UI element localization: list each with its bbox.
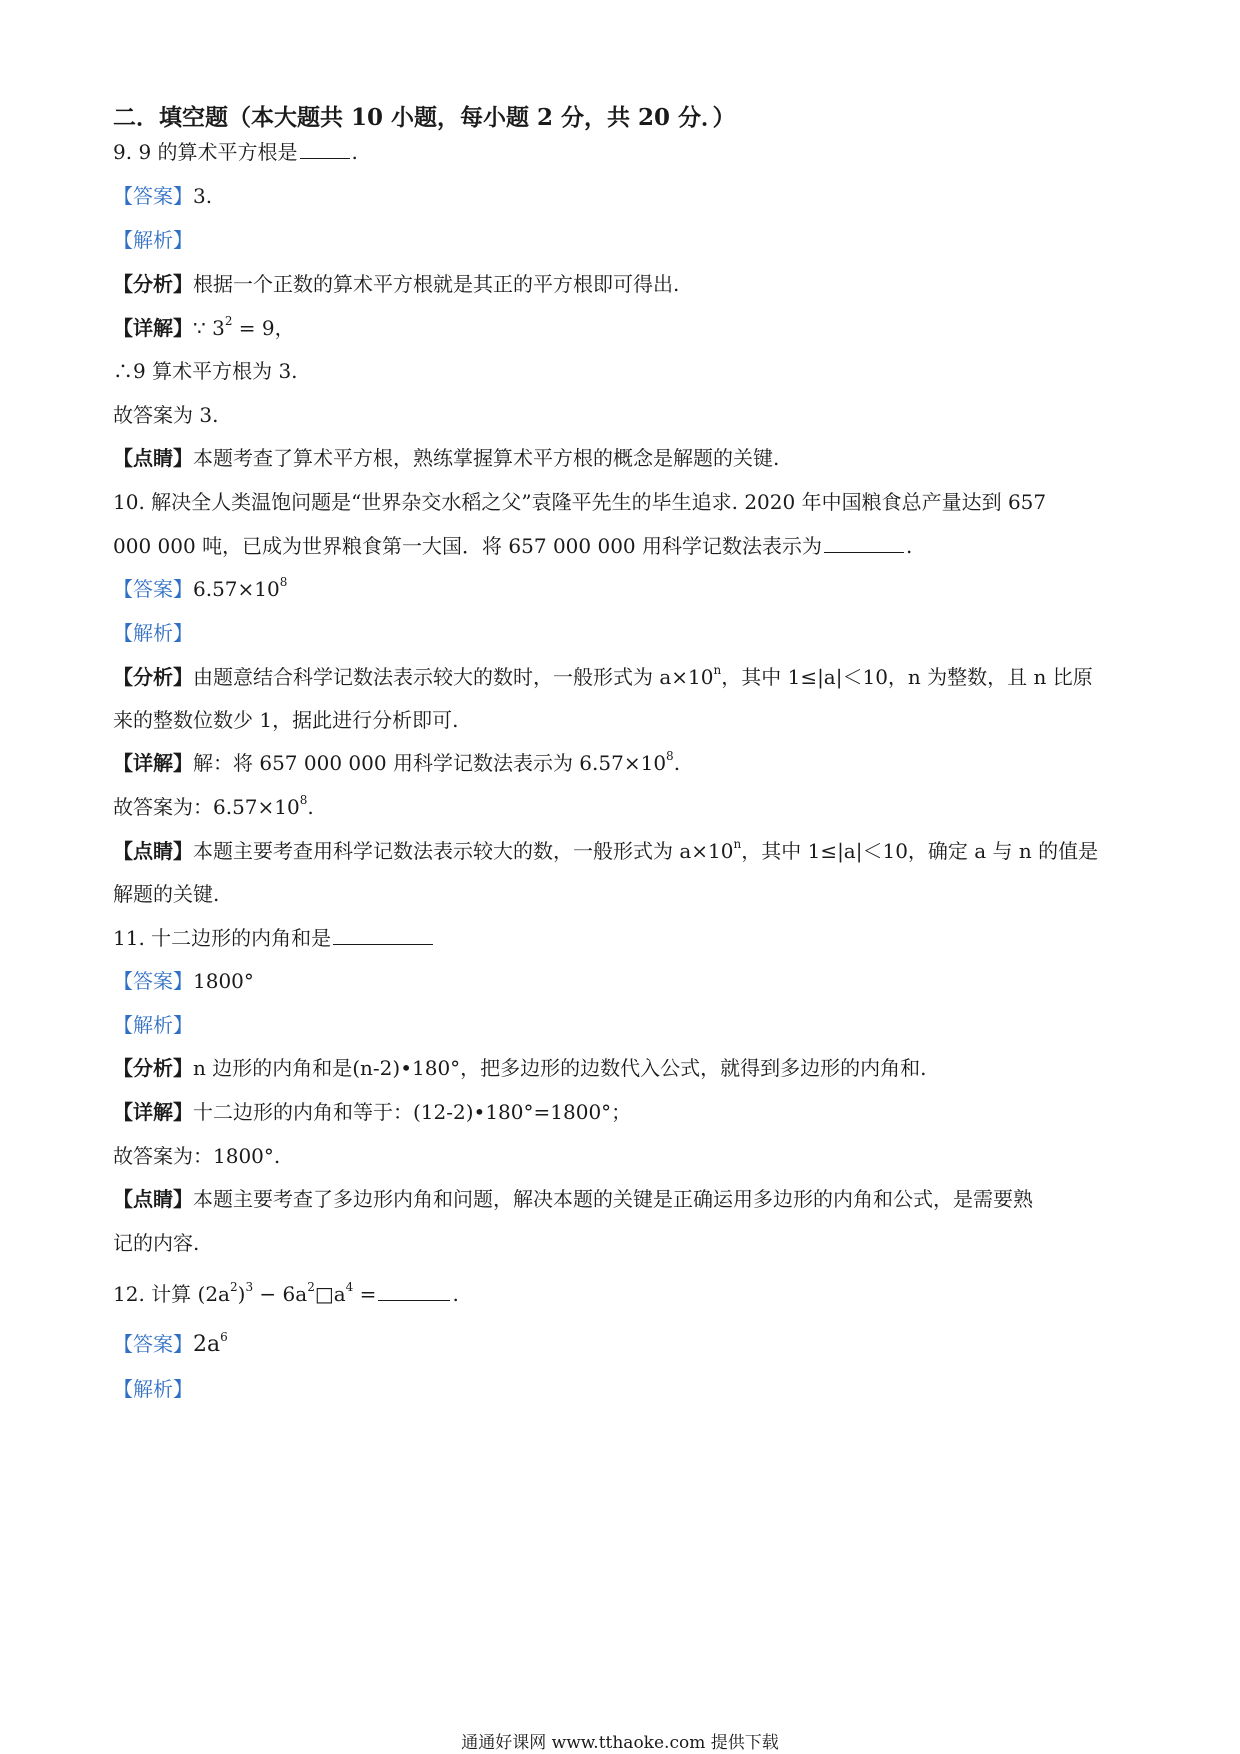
final-answer-11: 故答案为：1800°. bbox=[113, 1144, 281, 1168]
final-answer-9: 故答案为 3. bbox=[113, 403, 219, 427]
xiangjie-tag: 【详解】 bbox=[113, 751, 193, 775]
fenxi-tag: 【分析】 bbox=[113, 1056, 193, 1080]
answer-11: 【答案】1800° bbox=[113, 969, 254, 993]
xiangjie-9: 【详解】∵ $3^2 = 9$， bbox=[113, 314, 295, 340]
analysis-tag-11: 【解析】 bbox=[113, 1013, 193, 1037]
answer-tag: 【答案】 bbox=[113, 969, 193, 993]
answer-tag: 【答案】 bbox=[113, 1332, 193, 1356]
answer-tag: 【答案】 bbox=[113, 577, 193, 601]
dianjing-10-line1: 【点睛】本题主要考查用科学记数法表示较大的数，一般形式为 $a\times 10^n$，其中 1≤|a|＜10，确定 a 与 n 的值是 bbox=[113, 837, 1099, 863]
question-11: 11. 十二边形的内角和是 bbox=[113, 924, 435, 952]
analysis-tag-9: 【解析】 bbox=[113, 228, 193, 252]
answer-blank bbox=[300, 138, 350, 159]
dianjing-tag: 【点睛】 bbox=[113, 839, 193, 863]
fenxi-tag: 【分析】 bbox=[113, 272, 193, 296]
answer-tag: 【答案】 bbox=[113, 184, 193, 208]
xiangjie-10: 【详解】解：将 657 000 000 用科学记数法表示为 $6.57\times 10^8$. bbox=[113, 749, 681, 775]
dianjing-11-line2: 记的内容. bbox=[113, 1231, 200, 1255]
question-10-line2: 000 000 吨，已成为世界粮食第一大国．将 657 000 000 用科学记数法表示为 . bbox=[113, 534, 913, 558]
fenxi-tag: 【分析】 bbox=[113, 665, 193, 689]
analysis-tag-12: 【解析】 bbox=[113, 1377, 193, 1401]
question-10-line1: 10. 解决全人类温饱问题是“世界杂交水稻之父”袁隆平先生的毕生追求. 2020 年中国粮食总产量达到 657 bbox=[113, 490, 1047, 514]
fenxi-10-line1: 【分析】由题意结合科学记数法表示较大的数时，一般形式为 $a\times 10^n$，其中 1≤|a|＜10，n 为整数，且 n 比原 bbox=[113, 663, 1093, 689]
answer-12: 【答案】$2a^6$ bbox=[113, 1330, 228, 1357]
answer-blank bbox=[824, 532, 904, 553]
dianjing-11-line1: 【点睛】本题主要考查了多边形内角和问题，解决本题的关键是正确运用多边形的内角和公式，是需要熟 bbox=[113, 1187, 1033, 1211]
final-answer-10: 故答案为：$6.57\times 10^8$. bbox=[113, 793, 314, 819]
xiangjie-tag: 【详解】 bbox=[113, 1100, 193, 1124]
fenxi-10-line2: 来的整数位数少 1，据此进行分析即可. bbox=[113, 708, 459, 732]
fenxi-11: 【分析】n 边形的内角和是(n-2)•180°，把多边形的边数代入公式，就得到多边形的内角和. bbox=[113, 1056, 927, 1080]
answer-blank bbox=[378, 1280, 450, 1301]
xiangjie-11: 【详解】十二边形的内角和等于：(12-2)•180°=1800°； bbox=[113, 1100, 632, 1124]
answer-10: 【答案】$6.57\times 10^8$ bbox=[113, 575, 288, 601]
dianjing-9: 【点睛】本题考查了算术平方根，熟练掌握算术平方根的概念是解题的关键. bbox=[113, 446, 780, 470]
answer-9 bbox=[113, 182, 212, 210]
xiangjie-tag: 【详解】 bbox=[113, 316, 193, 340]
analysis-tag-10: 【解析】 bbox=[113, 621, 193, 645]
question-12: 12. 计算 $(2a^2)^3$ − $6a^2□a^4$ = . bbox=[113, 1280, 459, 1306]
answer-value: 3. bbox=[193, 184, 213, 208]
question-9: 9. 9 的算术平方根是 . bbox=[113, 140, 358, 164]
fenxi-9: 【分析】根据一个正数的算术平方根就是其正的平方根即可得出. bbox=[113, 272, 680, 296]
dianjing-tag: 【点睛】 bbox=[113, 446, 193, 470]
page-footer: 通通好课网 www.tthaoke.com 提供下载 bbox=[461, 1733, 779, 1753]
dianjing-tag: 【点睛】 bbox=[113, 1187, 193, 1211]
xiangjie-9-line2: ∴9 算术平方根为 3. bbox=[113, 359, 298, 383]
section-title: 二．填空题（本大题共 10 小题，每小题 2 分，共 20 分．） bbox=[113, 104, 736, 131]
question-9-text: 9. 9 的算术平方根是 bbox=[113, 140, 298, 164]
answer-blank bbox=[333, 924, 433, 945]
dianjing-10-line2: 解题的关键. bbox=[113, 882, 220, 906]
